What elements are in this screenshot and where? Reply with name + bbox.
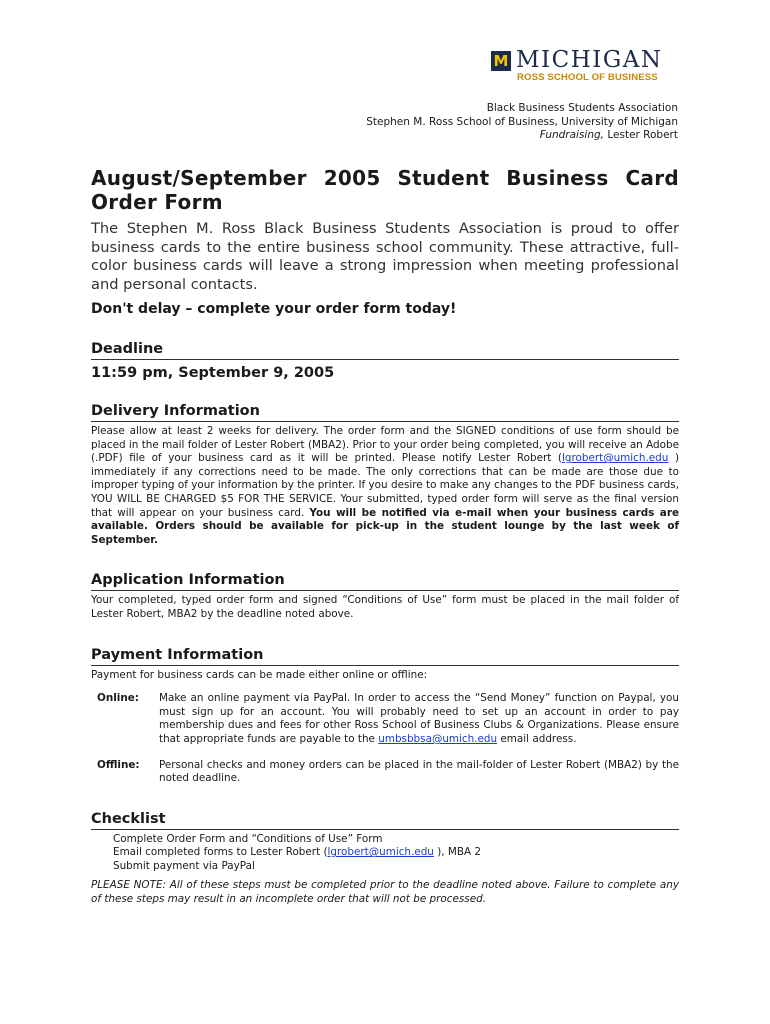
organization-address — [366, 102, 678, 143]
list-item: Submit payment via PayPal — [91, 860, 679, 874]
payment-online-row — [91, 692, 679, 746]
checklist-heading: Checklist — [91, 810, 679, 830]
deadline-value: 11:59 pm, September 9, 2005 — [91, 365, 335, 381]
document-body — [91, 166, 679, 917]
application-heading: Application Information — [91, 571, 679, 591]
payment-section — [91, 646, 679, 786]
checkbox-icon — [91, 833, 113, 847]
list-item: Email completed forms to Lester Robert (lgrobert@umich.edu ), MBA 2 — [91, 846, 679, 860]
delivery-text: Please allow at least 2 weeks for delivery. The order form and the SIGNED conditions of use form should be placed in the mail folder of Lester Robert (MBA2). Prior to your order being completed, you will receive an Adobe (.PDF) file of your business card as it will be printed. Please notify Lester Robert (lgrobert@umich.edu ) immediately if any corrections need to be made. The only corrections that can be made are those due to improper typing of your information by the printer. If you desire to make any changes to the PDF business cards, YOU WILL BE CHARGED $5 FOR THE SERVICE. Your submitted, typed order form will serve as the final version that will appear on your business card. You will be notified via e-mail when your business cards are available. Orders should be available for pick-up in the student lounge by the last week of September. — [91, 425, 680, 546]
address-line-3 — [366, 129, 678, 143]
intro-paragraph: The Stephen M. Ross Black Business Students Association is proud to offer business cards to the entire business school community. These attractive, full-color business cards will leave a strong impression when meeting professional and personal contacts. — [91, 220, 679, 293]
list-item: Complete Order Form and “Conditions of Use” Form — [91, 833, 679, 847]
michigan-ross-logo — [491, 49, 681, 85]
delivery-notice: You will be notified via e-mail when your business cards are available. Orders should be available for pick-up in the student lounge by the last week of September. — [91, 506, 679, 546]
online-text: Make an online payment via PayPal. In order to access the “Send Money” function on Paypal, you must sign up for an account. You will probably need to set up an account in order to pay membership dues and fees for other Ross School of Business Clubs & Organizations. Please ensure that appropriate funds are payable to the umbsbbsa@umich.edu email address. — [159, 692, 679, 745]
checkbox-icon — [91, 846, 113, 860]
delivery-section — [91, 402, 679, 547]
email-link[interactable]: lgrobert@umich.edu — [327, 846, 434, 859]
offline-text: Personal checks and money orders can be placed in the mail-folder of Lester Robert (MBA2) by the noted deadline. — [159, 758, 679, 785]
paypal-email-link[interactable]: umbsbbsa@umich.edu — [378, 732, 498, 745]
logo-wordmark: MICHIGAN — [516, 47, 663, 73]
application-section — [91, 571, 679, 621]
delivery-heading: Delivery Information — [91, 402, 679, 422]
checklist-section — [91, 810, 679, 907]
offline-label: Offline: — [97, 758, 140, 771]
deadline-heading: Deadline — [91, 340, 679, 360]
page-title: August/September 2005 Student Business Card Order Form — [91, 166, 679, 214]
please-note: PLEASE NOTE: All of these steps must be completed prior to the deadline noted above. Failure to complete any of these steps may result in an incomplete order that will not be processed. — [91, 879, 679, 906]
payment-offline-row — [91, 759, 679, 786]
block-m-logo-mark: M — [491, 51, 511, 71]
address-line-2: Stephen M. Ross School of Business, University of Michigan — [366, 115, 678, 128]
address-line-1: Black Business Students Association — [486, 102, 678, 114]
online-label: Online: — [97, 692, 139, 705]
fundraising-label: Fundraising, — [539, 129, 605, 141]
application-text: Your completed, typed order form and signed “Conditions of Use” form must be placed in the mail folder of Lester Robert, MBA2 by the deadline noted above. — [91, 594, 679, 620]
contact-name: Lester Robert — [604, 129, 678, 141]
call-to-action: Don't delay – complete your order form today! — [91, 301, 457, 317]
checklist — [91, 833, 679, 874]
payment-heading: Payment Information — [91, 646, 679, 666]
checkbox-icon — [91, 860, 113, 874]
payment-intro: Payment for business cards can be made either online or offline: — [91, 668, 428, 681]
deadline-section — [91, 340, 679, 382]
logo-subtitle: ROSS SCHOOL OF BUSINESS — [517, 72, 658, 83]
email-link[interactable]: lgrobert@umich.edu — [561, 452, 669, 465]
